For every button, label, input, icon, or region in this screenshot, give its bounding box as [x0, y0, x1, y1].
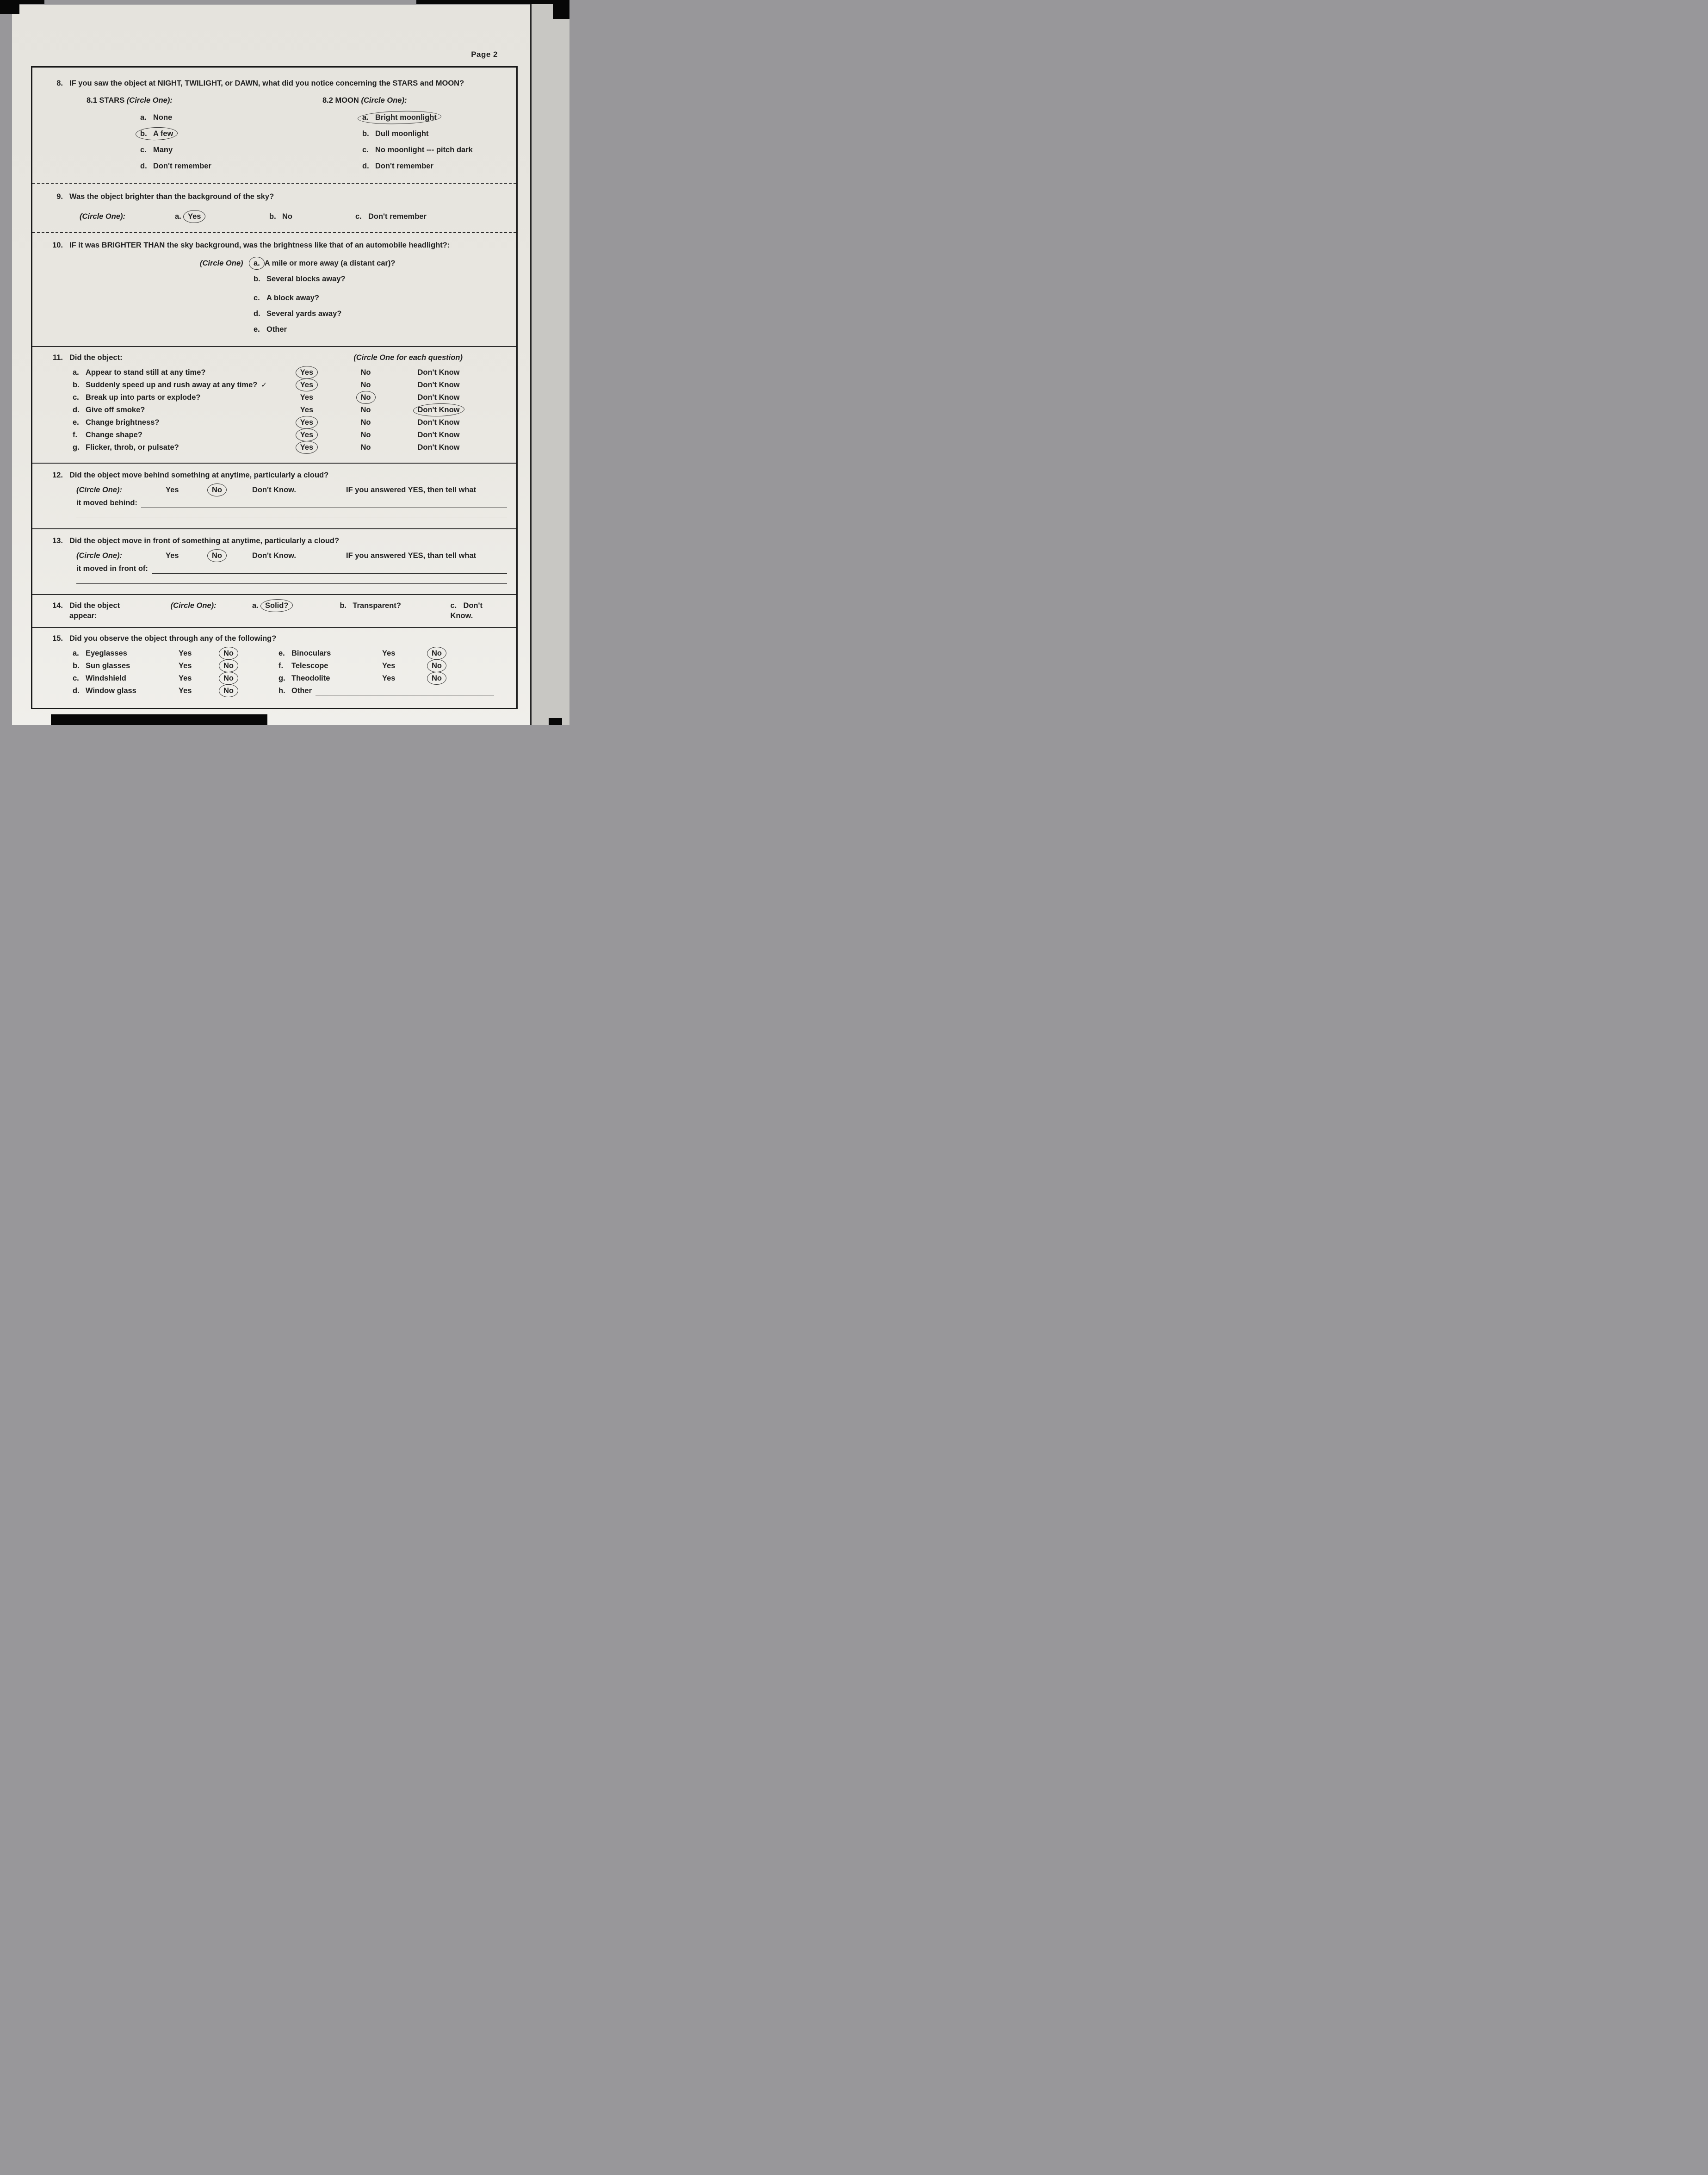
- circled-answer: No: [221, 661, 236, 671]
- question-14: [32, 594, 516, 627]
- row-a-dk: [397, 367, 480, 379]
- checkmark: ✓: [261, 381, 267, 390]
- question-number: 8.: [56, 79, 63, 87]
- row-eyeglasses: [73, 648, 278, 660]
- question-9-answers: [42, 212, 507, 222]
- paper-sheet: [12, 5, 530, 725]
- answer-no: [212, 551, 252, 561]
- option-a: [175, 212, 269, 222]
- answer-dont-know: Don't Know: [417, 393, 460, 402]
- circled-answer: No: [210, 485, 224, 495]
- answer-yes: Yes: [179, 674, 192, 683]
- question-number: 10.: [52, 241, 63, 249]
- question-15: [32, 627, 516, 707]
- option-b: [269, 212, 355, 222]
- option-letter: g.: [278, 674, 285, 683]
- question-12: [32, 463, 516, 528]
- option-letter: b.: [73, 381, 80, 390]
- question-9-heading: [42, 192, 507, 202]
- row-text: Break up into parts or explode?: [86, 393, 201, 402]
- scan-artifact-top-right-block: [553, 0, 569, 19]
- question-12-answers: [42, 485, 507, 495]
- followup-text: IF you answered YES, then tell what: [346, 486, 477, 495]
- item-text: Telescope: [291, 662, 328, 670]
- option-letter: b.: [140, 129, 147, 138]
- question-15-table: [42, 648, 507, 698]
- fill-blank: [152, 565, 507, 574]
- question-number: 11.: [52, 353, 63, 362]
- question-12-heading: [42, 471, 507, 480]
- option-text: Several yards away?: [266, 310, 342, 318]
- row-c-no: [334, 392, 397, 404]
- questionnaire-box: [31, 66, 518, 709]
- option-letter: h.: [278, 687, 285, 695]
- option-text: Transparent?: [353, 601, 401, 610]
- question-text: Did the object appear:: [69, 601, 120, 620]
- circled-answer: No: [221, 649, 236, 658]
- row-text: Flicker, throb, or pulsate?: [86, 443, 179, 452]
- option-moon-c: [322, 142, 507, 158]
- circled-answer: No: [221, 686, 236, 696]
- option-letter: e.: [254, 325, 260, 334]
- row-f-label: [73, 429, 279, 442]
- option-text: No: [282, 212, 292, 221]
- option-letter: d.: [73, 687, 80, 695]
- row-c-dk: [397, 392, 480, 404]
- row-g-no: [334, 442, 397, 454]
- option-text: A block away?: [266, 294, 320, 303]
- question-10: [32, 232, 516, 346]
- row-b-label: [73, 379, 279, 392]
- circled-answer: [360, 113, 439, 123]
- question-8: [32, 68, 516, 183]
- fill-blank-second: [76, 517, 507, 518]
- option-letter: g.: [73, 443, 80, 452]
- option-letter: a.: [362, 113, 369, 122]
- option-letter: b.: [254, 275, 260, 284]
- answer-no: No: [360, 381, 371, 390]
- row-d-label: [73, 404, 279, 417]
- row-e-yes: [279, 417, 334, 429]
- option-letter: e.: [278, 649, 285, 658]
- circled-answer: No: [359, 393, 373, 403]
- row-e-dk: [397, 417, 480, 429]
- question-text: Did the object move in front of something at anytime, particularly a cloud?: [69, 536, 340, 545]
- circled-answer: Don't Know: [415, 405, 462, 415]
- question-text: Did the object:: [69, 353, 123, 362]
- question-11: [32, 346, 516, 462]
- row-theodolite: [278, 673, 507, 685]
- circle-one-note: (Circle One): [200, 259, 243, 268]
- item-text: Theodolite: [291, 674, 330, 683]
- row-f-yes: [279, 429, 334, 442]
- stars-subquestion: [42, 96, 322, 174]
- circled-answer: Yes: [298, 430, 316, 440]
- question-12-fill-line: [42, 498, 507, 508]
- subquestion-label: 8.2 MOON: [322, 96, 359, 105]
- question-number: 15.: [52, 634, 63, 643]
- option-stars-d: [42, 158, 322, 174]
- question-number: 9.: [56, 192, 63, 201]
- option-text: Several blocks away?: [266, 275, 346, 284]
- option-text: No moonlight --- pitch dark: [375, 145, 473, 154]
- question-11-table: [42, 367, 507, 454]
- fill-label: it moved behind:: [76, 498, 137, 507]
- question-text: Was the object brighter than the background of the sky?: [69, 192, 274, 201]
- answer-dont-know: Don't Know: [417, 381, 460, 390]
- option-letter: c.: [362, 145, 369, 154]
- option-text: Other: [266, 325, 287, 334]
- option-stars-a: [42, 110, 322, 126]
- question-9: [32, 183, 516, 232]
- option-letter: c.: [450, 601, 457, 610]
- row-other: [278, 685, 507, 698]
- circled-answer: No: [429, 649, 444, 658]
- option-letter: d.: [140, 161, 147, 170]
- option-letter: a.: [73, 649, 79, 658]
- option-letter: b.: [73, 662, 80, 670]
- answer-dont-know: Don't Know: [417, 443, 460, 452]
- option-letter: a.: [252, 601, 259, 610]
- question-13: [32, 528, 516, 594]
- answer-no: [212, 485, 252, 495]
- question-11-heading: [42, 353, 507, 363]
- row-b-yes: [279, 379, 334, 392]
- question-15-heading: [42, 634, 507, 644]
- answer-yes: Yes: [382, 674, 396, 683]
- fill-label: it moved in front of:: [76, 564, 148, 573]
- option-text: Bright moonlight: [375, 113, 437, 122]
- circled-answer: [138, 129, 175, 139]
- answer-yes: Yes: [166, 551, 179, 560]
- row-text: Appear to stand still at any time?: [86, 368, 206, 377]
- option-c: [450, 601, 507, 621]
- circle-one-note: (Circle One):: [126, 96, 173, 105]
- option-e: [200, 322, 507, 338]
- option-d: [200, 306, 507, 322]
- option-text: None: [153, 113, 173, 122]
- row-a-yes: [279, 367, 334, 379]
- scan-artifact-top-right-strip: [416, 0, 569, 4]
- row-c-yes: [279, 392, 334, 404]
- item-text: Windshield: [86, 674, 126, 683]
- option-letter: c.: [355, 212, 362, 221]
- option-text: Don't remember: [153, 161, 211, 170]
- circled-answer: No: [221, 674, 236, 683]
- other-fill-blank: [316, 687, 494, 695]
- question-13-heading: [42, 536, 507, 546]
- circled-answer: No: [210, 551, 224, 561]
- question-8-columns: [42, 96, 507, 174]
- option-letter: c.: [254, 294, 260, 303]
- question-15-right-column: [278, 648, 507, 698]
- circle-one-note: (Circle One):: [76, 551, 123, 560]
- row-text: Change brightness?: [86, 418, 160, 427]
- row-e-label: [73, 417, 279, 429]
- row-g-label: [73, 442, 279, 454]
- circle-one-note: (Circle One):: [80, 212, 126, 221]
- page-number: Page 2: [471, 50, 498, 59]
- option-letter: f.: [73, 431, 78, 440]
- question-15-left-column: [73, 648, 278, 698]
- answer-yes: Yes: [382, 662, 396, 670]
- answer-yes: Yes: [179, 649, 192, 658]
- question-text: Did you observe the object through any of the following?: [69, 634, 277, 643]
- option-letter: f.: [278, 662, 284, 670]
- item-text: Binoculars: [291, 649, 331, 658]
- moon-subquestion: [322, 96, 507, 174]
- question-text: IF it was BRIGHTER THAN the sky background, was the brightness like that of an automobile headlight?:: [69, 241, 450, 249]
- answer-no: No: [360, 443, 371, 452]
- option-text: Many: [153, 145, 173, 154]
- option-letter: b.: [340, 601, 347, 610]
- answer-yes: Yes: [166, 486, 179, 495]
- option-letter: c.: [73, 674, 79, 683]
- row-d-no: [334, 404, 397, 417]
- answer-dont-know: Don't Know.: [252, 551, 296, 560]
- option-letter: b.: [269, 212, 276, 221]
- option-letter: e.: [73, 418, 79, 427]
- circled-answer: Yes: [298, 368, 316, 378]
- option-a: [200, 256, 507, 272]
- row-d-dk: [397, 404, 480, 417]
- circled-answer: Yes: [298, 380, 316, 390]
- question-number: 13.: [52, 536, 63, 545]
- question-13-fill-line: [42, 564, 507, 574]
- circled-answer: No: [429, 674, 444, 683]
- question-8-heading: [42, 79, 507, 88]
- option-b: [200, 272, 507, 287]
- item-text: Other: [291, 687, 312, 695]
- option-letter: d.: [73, 406, 80, 415]
- answer-yes: Yes: [382, 649, 396, 658]
- row-text: Suddenly speed up and rush away at any time?: [86, 381, 258, 390]
- answer-dont-know: Don't Know: [417, 431, 460, 440]
- row-f-no: [334, 429, 397, 442]
- option-c: [200, 291, 507, 306]
- option-stars-c: [42, 142, 322, 158]
- row-sun-glasses: [73, 660, 278, 673]
- answer-dont-know: Don't Know.: [252, 486, 296, 495]
- row-a-no: [334, 367, 397, 379]
- option-text: Dull moonlight: [375, 129, 429, 138]
- answer-dont-know: Don't Know: [417, 368, 460, 377]
- answer-no: No: [360, 368, 371, 377]
- option-text: Don't remember: [368, 212, 427, 221]
- option-a: [252, 601, 340, 611]
- row-text: Give off smoke?: [86, 406, 145, 415]
- row-g-yes: [279, 442, 334, 454]
- option-letter: c.: [140, 145, 147, 154]
- circled-answer: Yes: [298, 418, 316, 428]
- fill-blank: [141, 500, 507, 508]
- question-text: Did the object move behind something at anytime, particularly a cloud?: [69, 471, 329, 479]
- row-e-no: [334, 417, 397, 429]
- item-text: Window glass: [86, 687, 136, 695]
- question-13-answers: [42, 551, 507, 561]
- scan-artifact-top-left-strip: [0, 0, 44, 4]
- row-g-dk: [397, 442, 480, 454]
- followup-text: IF you answered YES, than tell what: [346, 551, 477, 560]
- scan-artifact-bottom-right: [549, 718, 562, 725]
- option-letter: d.: [362, 161, 369, 170]
- question-10-heading: [42, 241, 507, 250]
- row-text: Change shape?: [86, 431, 142, 440]
- answer-no: No: [360, 418, 371, 427]
- question-10-options: [42, 256, 507, 338]
- row-b-dk: [397, 379, 480, 392]
- question-14-row: [42, 601, 507, 621]
- row-binoculars: [278, 648, 507, 660]
- question-text: IF you saw the object at NIGHT, TWILIGHT, or DAWN, what did you notice concerning the STARS and MOON?: [69, 79, 464, 87]
- answer-no: No: [360, 406, 371, 415]
- option-letter: b.: [362, 129, 369, 138]
- question-number: 12.: [52, 471, 63, 479]
- answer-yes: Yes: [300, 406, 314, 415]
- answer-no: No: [360, 431, 371, 440]
- option-letter: a.: [140, 113, 147, 122]
- answer-dont-know: Don't Know: [417, 418, 460, 427]
- option-moon-d: [322, 158, 507, 174]
- option-text: Don't Know.: [450, 601, 483, 620]
- option-letter: a.: [175, 212, 181, 221]
- option-b: [340, 601, 450, 611]
- option-stars-b: [42, 126, 322, 142]
- subquestion-label: 8.1 STARS: [87, 96, 125, 105]
- option-text: Don't remember: [375, 161, 433, 170]
- option-letter: a.: [73, 368, 79, 377]
- option-letter: c.: [73, 393, 79, 402]
- stars-subheading: [42, 96, 322, 105]
- scan-artifact-right-line: [530, 0, 532, 725]
- circled-answer: Solid?: [263, 601, 291, 611]
- fill-blank-second: [76, 583, 507, 584]
- circled-answer: Yes: [186, 212, 203, 222]
- row-c-label: [73, 392, 279, 404]
- row-window-glass: [73, 685, 278, 698]
- row-f-dk: [397, 429, 480, 442]
- circled-answer: Yes: [298, 443, 316, 452]
- moon-subheading: [322, 96, 507, 105]
- option-moon-a: [322, 110, 507, 126]
- row-b-no: [334, 379, 397, 392]
- row-telescope: [278, 660, 507, 673]
- circled-answer: No: [429, 661, 444, 671]
- answer-yes: Yes: [179, 662, 192, 670]
- circle-one-note: (Circle One):: [361, 96, 407, 105]
- question-number: 14.: [52, 601, 63, 610]
- row-d-yes: [279, 404, 334, 417]
- option-letter: d.: [254, 310, 260, 318]
- circled-answer: [251, 259, 262, 268]
- option-c: [355, 212, 427, 222]
- circle-one-note: (Circle One):: [76, 486, 123, 495]
- row-a-label: [73, 367, 279, 379]
- scan-edge-zone: [532, 0, 569, 725]
- circle-one-note: (Circle One for each question): [353, 353, 463, 362]
- circle-one-note: (Circle One):: [170, 601, 217, 610]
- item-text: Eyeglasses: [86, 649, 127, 658]
- answer-yes: Yes: [179, 687, 192, 695]
- answer-yes: Yes: [300, 393, 314, 402]
- option-text: A few: [153, 129, 173, 138]
- option-text: A mile or more away (a distant car)?: [264, 259, 396, 268]
- row-windshield: [73, 673, 278, 685]
- item-text: Sun glasses: [86, 662, 130, 670]
- option-moon-b: [322, 126, 507, 142]
- scan-artifact-bottom-bar: [51, 714, 267, 725]
- option-letter: a.: [254, 259, 260, 268]
